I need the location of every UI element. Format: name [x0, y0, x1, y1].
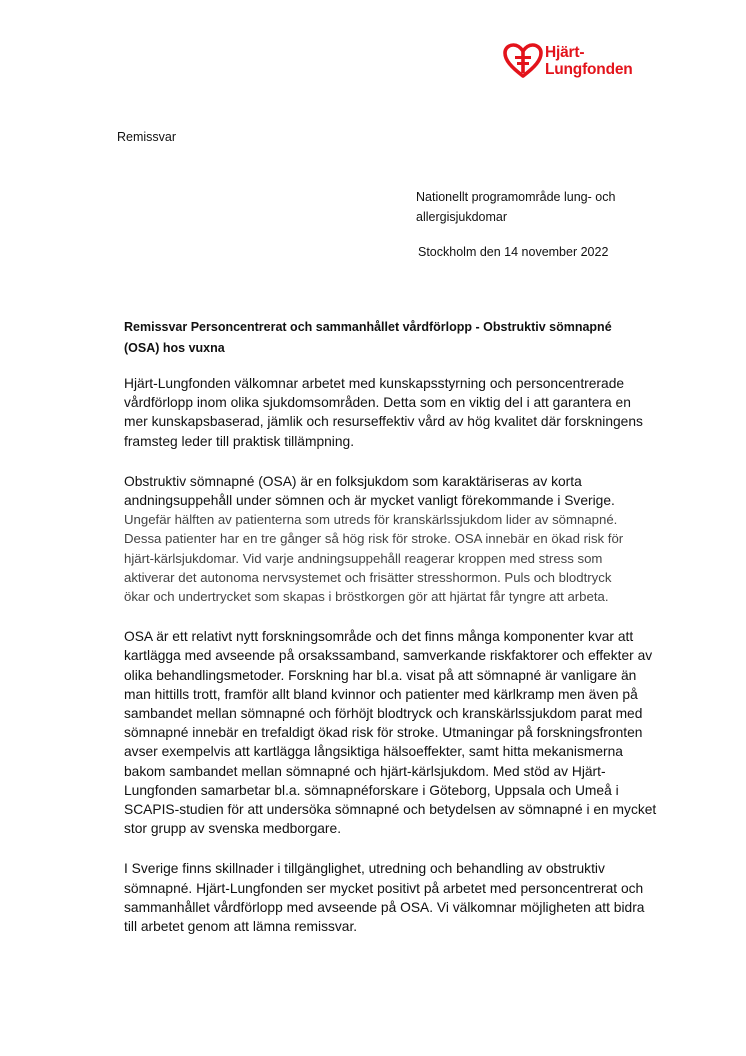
body-line: Ungefär hälften av patienterna som utreds för kranskärlssjukdom lider av sömnapné. — [124, 512, 618, 528]
body-line: ökar och undertrycket som skapas i bröstkorgen gör att hjärtat får tyngre att arbeta. — [124, 589, 609, 605]
body-line: aktiverar det autonoma nervsystemet och frisätter stresshormon. Puls och blodtryck — [124, 569, 612, 585]
recipient-block — [416, 187, 656, 227]
dateline: Stockholm den 14 november 2022 — [418, 245, 609, 259]
body-line: sömnapné innebär en trefaldigt ökad risk för stroke. Utmaningar på forskningsfronten — [124, 725, 643, 741]
document-title: Remissvar Personcentrerat och sammanhållet vårdförlopp - Obstruktiv sömnapné (OSA) hos vuxna — [124, 320, 612, 355]
body-line: man hittills trott, framför allt bland kvinnor och patienter med kärlkramp men även på — [124, 686, 638, 702]
logo-line-2: Lungfonden — [545, 61, 633, 78]
body-line: bakom sambandet mellan sömnapné och hjärt-kärlsjukdom. Med stöd av Hjärt- — [124, 763, 606, 779]
body-line: Dessa patienter har en tre gånger så hög risk för stroke. OSA innebär en ökad risk för — [124, 531, 624, 547]
body-line: I Sverige finns skillnader i tillgänglighet, utredning och behandling av obstruktiv — [124, 861, 605, 877]
body-line: sammanhållet vårdförlopp med avseende på OSA. Vi välkomnar möjligheten att bidra — [124, 899, 645, 915]
paragraph-conclusion — [124, 859, 658, 936]
paragraph-intro — [124, 374, 658, 451]
logo-wordmark — [545, 44, 633, 78]
body-line: Hjärt-Lungfonden välkomnar arbetet med kunskapsstyrning och personcentrerade — [124, 376, 625, 391]
body-line: OSA är ett relativt nytt forskningsområde och det finns många komponenter kvar att — [124, 629, 634, 645]
heart-cross-icon — [503, 43, 543, 79]
document-body — [124, 374, 658, 957]
body-line: framsteg leder till praktisk tillämpning. — [124, 433, 355, 449]
body-line: Lungfonden samarbetar bl.a. sömnapnéforskare i Göteborg, Uppsala och Umeå i — [124, 782, 619, 798]
paragraph-osa-definition — [124, 472, 658, 606]
body-line: Obstruktiv sömnapné (OSA) är en folksjukdom som karaktäriseras av korta — [124, 473, 582, 489]
logo-line-1: Hjärt- — [545, 44, 585, 61]
body-line: stor grupp av svenska medborgare. — [124, 821, 342, 837]
document-type: Remissvar — [117, 130, 177, 144]
body-line: sömnapné. Hjärt-Lungfonden ser mycket positivt på arbetet med personcentrerat och — [124, 880, 644, 896]
body-line: vårdförlopp inom olika sjukdomsområden. Detta som en viktig del i att garantera en — [124, 395, 631, 411]
paragraph-research — [124, 627, 658, 838]
body-line: kartlägga med avseende på orsakssamband, samverkande riskfaktorer och effekter av — [124, 648, 653, 664]
body-line: till arbetet genom att lämna remissvar. — [124, 919, 358, 935]
body-line: olika behandlingsmetoder. Forskning har bl.a. visat på att sömnapné är vanligare än — [124, 667, 637, 683]
recipient-line-1: Nationellt programområde lung- och — [416, 190, 616, 204]
body-line: hjärt-kärlsjukdomar. Vid varje andningsuppehåll reagerar kroppen med stress som — [124, 550, 603, 566]
body-line: avser exempelvis att kartlägga långsiktiga hälsoeffekter, samt hitta mekanismerna — [124, 744, 623, 760]
body-line: sambandet mellan sömnapné och förhöjt blodtryck och kranskärlssjukdom parat med — [124, 706, 643, 722]
body-line: andningsuppehåll under sömnen och är mycket vanligt förekommande i Sverige. — [124, 493, 615, 509]
logo — [503, 41, 663, 81]
body-line: SCAPIS-studien för att undersöka sömnapné och betydelsen av sömnapné i en mycket — [124, 802, 657, 818]
recipient-line-2: allergisjukdomar — [416, 210, 508, 224]
body-line: mer kunskapsbaserad, jämlik och resurseffektiv vård av hög kvalitet där forskningens — [124, 414, 643, 430]
